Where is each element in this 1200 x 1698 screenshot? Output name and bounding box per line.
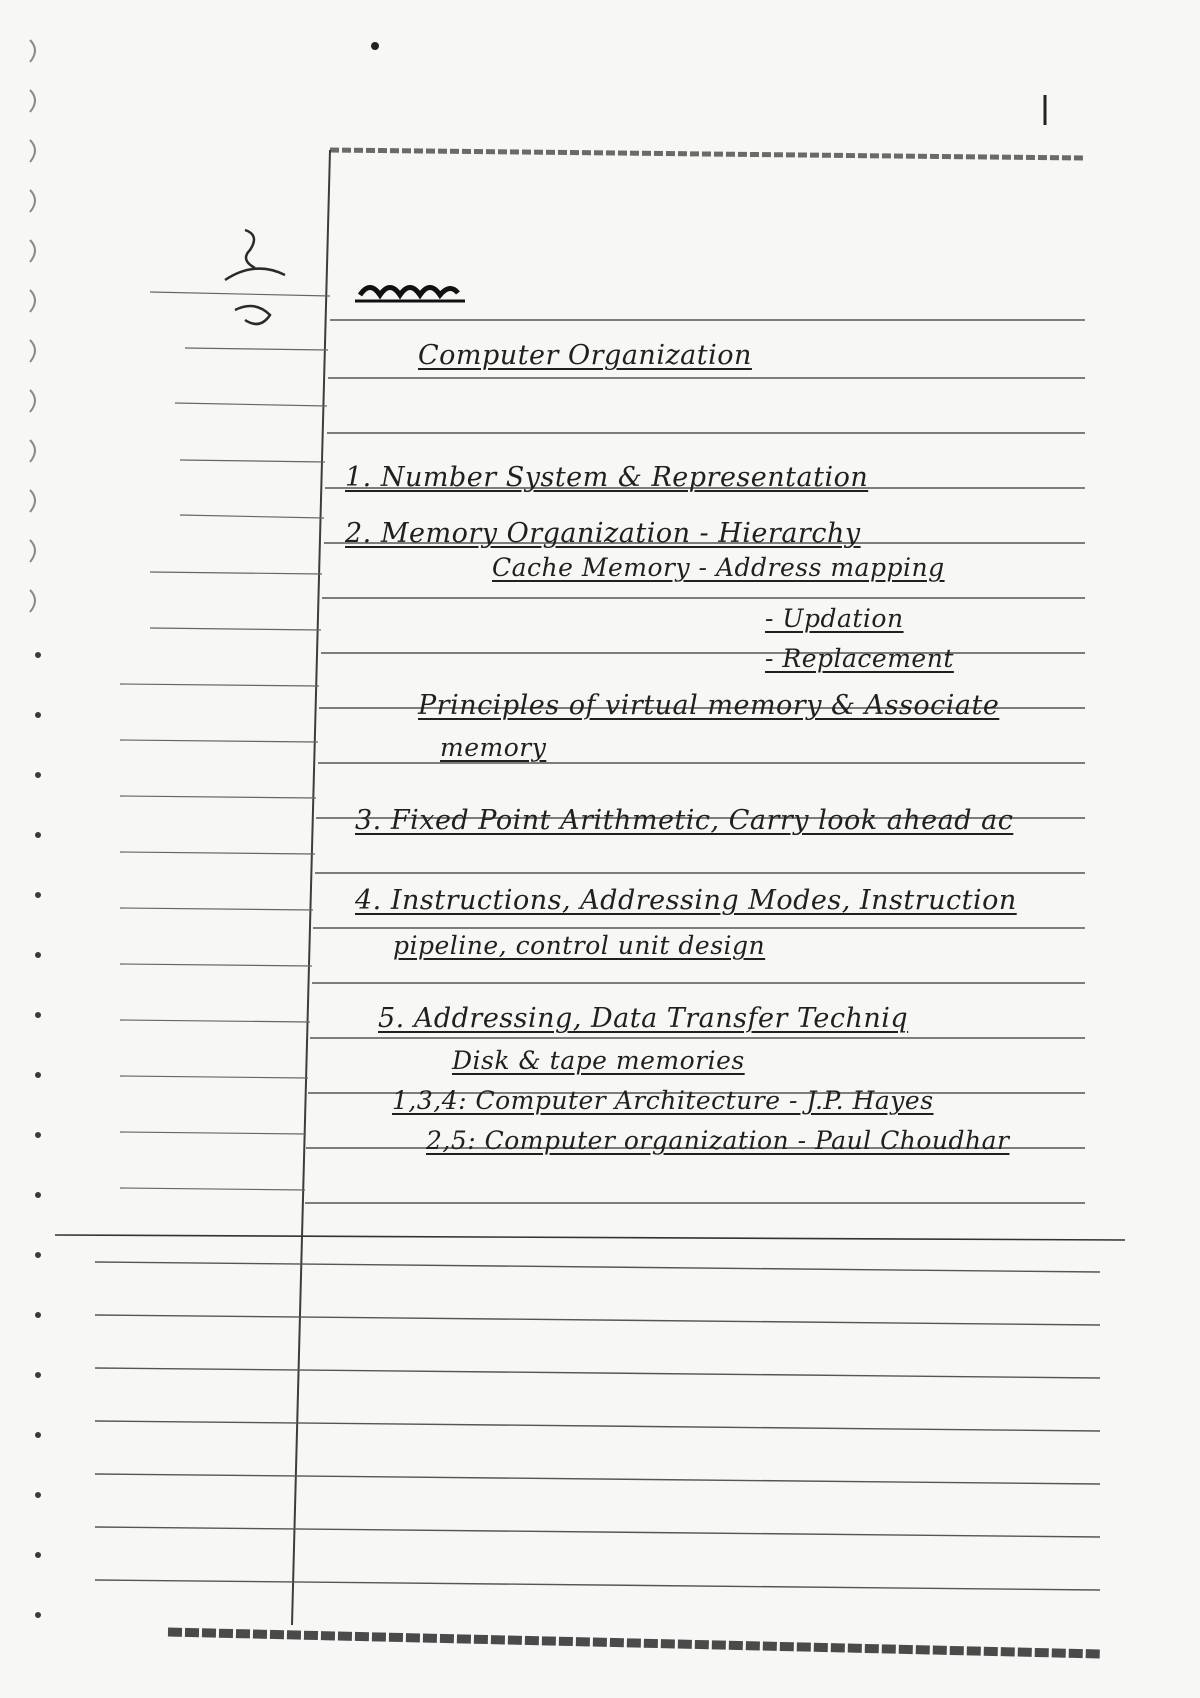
note-line-13: 1,3,4: Computer Architecture - J.P. Hayes bbox=[392, 1086, 934, 1115]
note-line-8: 3. Fixed Point Arithmetic, Carry look ahead ac bbox=[355, 805, 1014, 836]
note-line-3: Cache Memory - Address mapping bbox=[492, 553, 945, 582]
note-line-2: 2. Memory Organization - Hierarchy bbox=[345, 518, 861, 549]
note-line-4: - Updation bbox=[765, 604, 904, 633]
note-line-10: pipeline, control unit design bbox=[393, 931, 766, 960]
margin-doodle bbox=[205, 220, 325, 350]
note-line-5: - Replacement bbox=[765, 644, 954, 673]
notes-title: Computer Organization bbox=[418, 340, 752, 371]
note-line-1: 1. Number System & Representation bbox=[345, 462, 869, 493]
note-line-14: 2,5: Computer organization - Paul Choudhar bbox=[426, 1126, 1010, 1155]
note-line-12: Disk & tape memories bbox=[452, 1046, 745, 1075]
note-line-11: 5. Addressing, Data Transfer Techniq bbox=[378, 1003, 909, 1034]
crossed-out-word bbox=[355, 275, 465, 305]
note-line-9: 4. Instructions, Addressing Modes, Instruction bbox=[355, 885, 1017, 916]
note-line-7: memory bbox=[440, 733, 547, 762]
note-line-6: Principles of virtual memory & Associate bbox=[418, 690, 1000, 721]
